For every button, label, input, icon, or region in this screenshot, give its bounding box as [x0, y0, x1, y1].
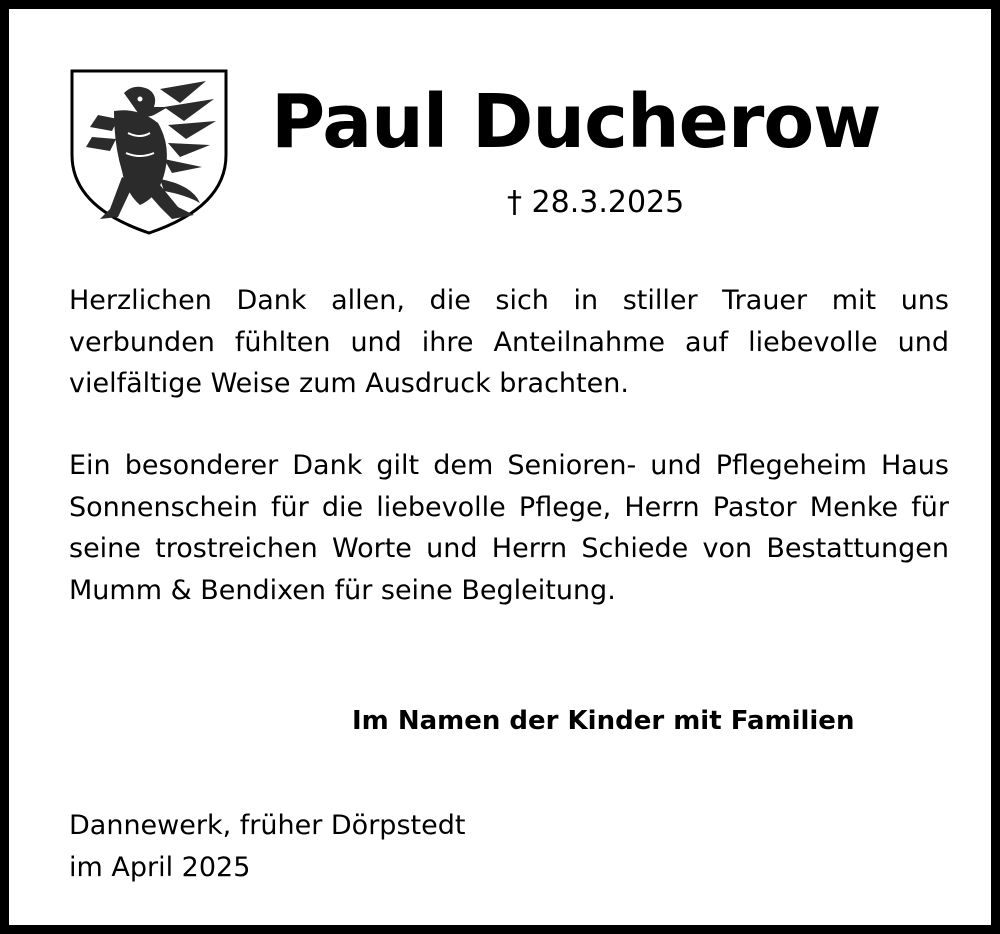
thanks-paragraph: Herzlichen Dank allen, die sich in stiller Trauer mit uns verbunden fühlten und ihre Anteilnahme auf liebevolle und vielfältige Weise zum Ausdruck brachten. [69, 285, 949, 399]
special-thanks-paragraph: Ein besonderer Dank gilt dem Senioren- und Pflegeheim Haus Sonnenschein für die liebevolle Pflege, Herrn Pastor Menke für seine trostreichen Worte und Herrn Schiede von Bestattungen Mumm & Bendixen für seine Begleitung. [69, 450, 949, 606]
signature-closing: Im Namen der Kinder mit Familien [352, 706, 855, 736]
place-line: Dannewerk, früher Dörpstedt [69, 810, 466, 841]
place-and-date [69, 805, 465, 888]
death-date: † 28.3.2025 [507, 185, 685, 220]
date-line: im April 2025 [69, 851, 251, 883]
griffin-coat-of-arms-icon [68, 67, 230, 237]
deceased-name: Paul Ducherow [271, 79, 881, 165]
